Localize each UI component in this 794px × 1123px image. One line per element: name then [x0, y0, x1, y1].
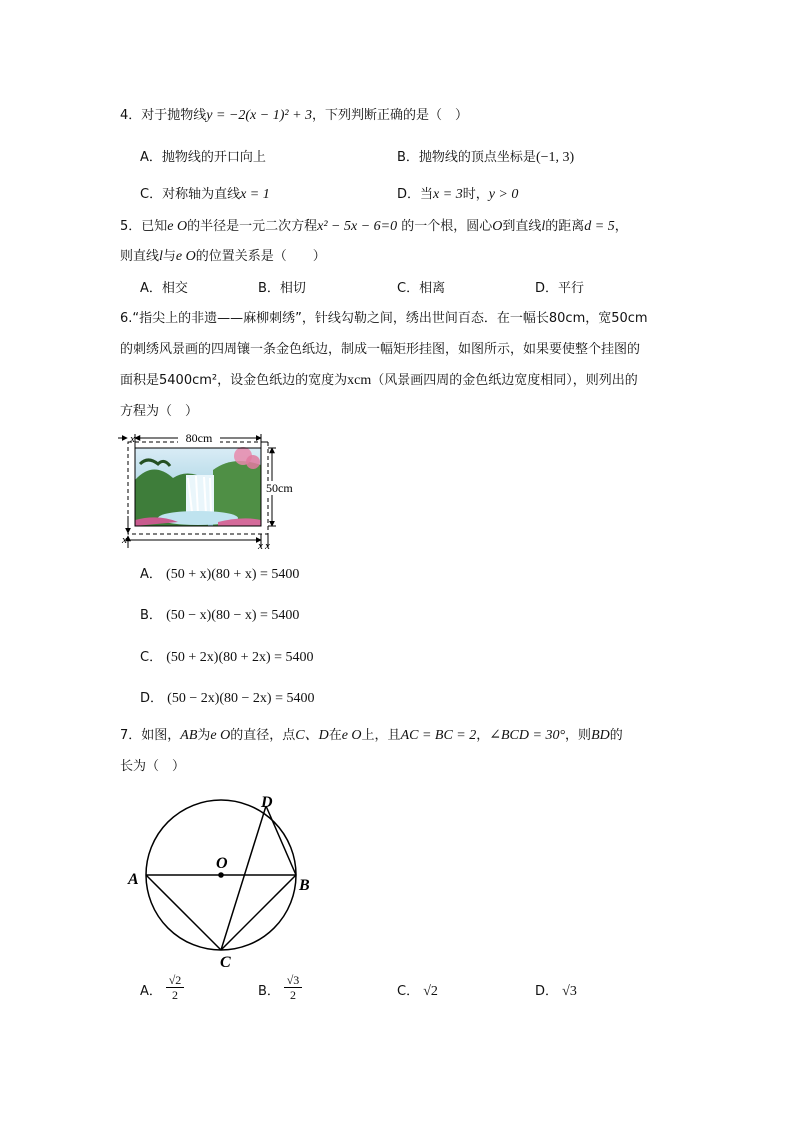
q5-stem-line1 [120, 218, 628, 236]
text: 到直线 [502, 219, 542, 234]
fraction-denominator: 2 [172, 988, 178, 1002]
option-label: B． [140, 608, 162, 623]
q4-option-c [140, 186, 270, 204]
option-label: A． [140, 567, 162, 582]
q7-option-a-fraction [166, 973, 184, 1002]
text: ，则 [565, 728, 592, 743]
text: 的距离 [545, 219, 585, 234]
x-label-top-left: x [130, 433, 135, 445]
q4-stem [120, 107, 468, 125]
option-label: C． [397, 281, 420, 296]
option-label: D． [397, 187, 421, 202]
option-label: A． [140, 150, 162, 165]
option-label: B． [397, 150, 419, 165]
width-label: 80cm [185, 431, 213, 445]
option-label: D． [535, 984, 559, 999]
q4-option-b [397, 149, 574, 167]
option-math: (−1, 3) [535, 150, 575, 165]
option-label: C． [140, 187, 163, 202]
option-math: (50 + x)(80 + x) = 5400 [166, 567, 300, 582]
option-text: 当 [420, 187, 434, 202]
text: 的直径，点 [230, 728, 296, 743]
q7-stem-line1 [120, 727, 623, 745]
text: （风景画四周的金色纸边宽度相同），则列出的 [371, 373, 638, 388]
line-symbol: l [541, 219, 546, 234]
q4-option-a [140, 149, 266, 167]
fraction-numerator: √3 [284, 973, 302, 988]
q6-option-c [140, 649, 314, 667]
line-symbol: l [159, 249, 163, 264]
option-label: B． [258, 984, 280, 999]
option-text: 相离 [419, 281, 446, 296]
q7-option-b [258, 983, 280, 1001]
q5-option-d [535, 280, 584, 298]
text: ， [476, 728, 490, 743]
segment-bd: BD [591, 728, 610, 743]
circle-symbol: e O [175, 249, 196, 264]
text: ， [614, 219, 628, 234]
circle-symbol: e O [167, 219, 188, 234]
q6-stem-line1: 6.“指尖上的非遗——麻柳刺绣”，针线勾勒之间，绣出世间百态．在一幅长80cm，宽50cm [120, 311, 648, 326]
text: 面积是5400cm²，设金色纸边的宽度为 [120, 373, 348, 388]
text: 为 [197, 728, 211, 743]
center-point [218, 872, 224, 878]
circle-symbol: e O [210, 728, 231, 743]
q6-stem-line4: 方程为（ ） [120, 404, 199, 419]
points-cd: C、D [295, 728, 329, 743]
text: 5．已知 [120, 219, 168, 234]
text: 的位置关系是（ ） [195, 249, 326, 264]
option-math: √2 [423, 984, 438, 999]
chord-bd [266, 806, 296, 875]
label-c: C [220, 954, 231, 970]
q5-option-c [397, 280, 445, 298]
text: 在 [328, 728, 342, 743]
q7-option-b-fraction [284, 973, 302, 1002]
option-math: y > 0 [488, 187, 519, 202]
text: 的 [609, 728, 623, 743]
chord-ac [146, 875, 221, 950]
text: 的半径是一元二次方程 [187, 219, 318, 234]
q5-option-b [258, 280, 306, 298]
option-math: x = 1 [240, 187, 270, 202]
option-math: (50 − 2x)(80 − 2x) = 5400 [167, 691, 315, 706]
center-symbol: O [492, 219, 503, 234]
q7-option-a [140, 983, 162, 1001]
option-label: B． [258, 281, 280, 296]
option-label: A． [140, 984, 162, 999]
height-label: 50cm [266, 481, 293, 495]
q5-stem-line2 [120, 248, 326, 266]
text: 的一个根，圆心 [401, 219, 493, 234]
fraction-denominator: 2 [290, 988, 296, 1002]
x-label-bottom-right-1: x [258, 540, 263, 550]
landscape-painting-image [135, 447, 261, 526]
q4-formula: y = −2(x − 1)² + 3 [206, 108, 313, 123]
distance: d = 5 [584, 219, 615, 234]
q6-option-a [140, 566, 299, 584]
q6-option-b [140, 607, 299, 625]
option-math: (50 + 2x)(80 + 2x) = 5400 [166, 650, 314, 665]
q7-figure [124, 790, 324, 970]
q4-stem-prefix: 4．对于抛物线 [120, 108, 207, 123]
q6-stem-line3 [120, 372, 638, 390]
q4-option-d [397, 186, 518, 204]
label-o: O [216, 855, 228, 872]
q7-option-c [397, 983, 438, 1001]
option-text: 抛物线的开口向上 [161, 150, 266, 165]
text: 则直线 [120, 249, 160, 264]
q7-option-d [535, 983, 577, 1001]
x-label-bottom-right-2: x [265, 540, 270, 550]
option-text: 对称轴为直线 [162, 187, 241, 202]
option-text: 相交 [161, 281, 188, 296]
option-label: D． [140, 691, 164, 706]
equation: x² − 5x − 6=0 [317, 219, 398, 234]
option-text: 相切 [279, 281, 306, 296]
q5-option-a [140, 280, 188, 298]
option-label: A． [140, 281, 162, 296]
label-d: D [261, 794, 273, 811]
condition-2: ∠BCD = 30° [489, 728, 566, 743]
option-label: C． [397, 984, 420, 999]
option-label: C． [140, 650, 163, 665]
option-math: x = 3 [433, 187, 463, 202]
option-text: 平行 [558, 281, 585, 296]
segment-ab: AB [180, 728, 198, 743]
option-math: (50 − x)(80 − x) = 5400 [166, 608, 300, 623]
q6-figure [118, 430, 308, 550]
circle-symbol: e O [341, 728, 362, 743]
text: 7．如图， [120, 728, 181, 743]
condition-1: AC = BC = 2 [400, 728, 477, 743]
option-text: 时， [462, 187, 489, 202]
option-text: 抛物线的顶点坐标是 [418, 150, 536, 165]
text: 与 [162, 249, 176, 264]
q6-option-d [140, 690, 315, 708]
label-b: B [299, 877, 310, 894]
label-a: A [128, 871, 139, 888]
option-label: D． [535, 281, 559, 296]
q7-stem-line2: 长为（ ） [120, 759, 186, 774]
text: 上，且 [361, 728, 401, 743]
fraction-numerator: √2 [166, 973, 184, 988]
x-label-bottom-left: x [122, 534, 127, 546]
variable: xcm [347, 373, 372, 388]
q4-stem-suffix: ，下列判断正确的是（ ） [312, 108, 469, 123]
q6-stem-line2: 的刺绣风景画的四周镶一条金色纸边，制成一幅矩形挂图，如图所示，如果要使整个挂图的 [120, 342, 641, 357]
option-math: √3 [562, 984, 577, 999]
